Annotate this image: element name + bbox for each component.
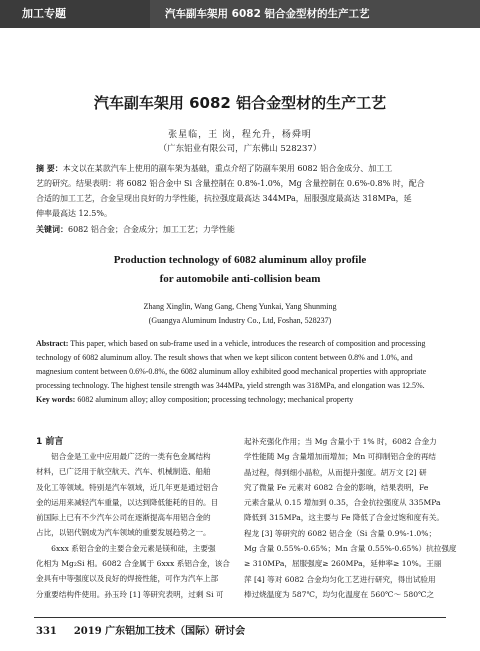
abstract-en-line-4: processing technology. The highest tensile strength was 344MPa, yield strength was 318MPa, and elongation was 12.5%.	[36, 381, 425, 390]
keywords-en-text: 6082 aluminum alloy; alloy composition; processing technology; mechanical property	[75, 395, 354, 404]
right-col-line: 棒过烧温度为 587℃，均匀化温度在 560℃～ 580℃之	[244, 589, 435, 599]
paper-title-en-line-1: Production technology of 6082 aluminum alloy profile	[113, 254, 367, 266]
body-left-column	[36, 449, 234, 602]
column-name: 加工专题	[22, 7, 66, 20]
left-col-line: 占比，以铝代钢成为汽车领域的重要发展趋势之一。	[36, 528, 211, 538]
page-footer	[36, 622, 245, 637]
section-heading-introduction: 1 前言	[36, 437, 64, 447]
right-col-line: 晶过程，得到细小晶粒，从而提升强度。胡万文 [2] 研	[244, 467, 427, 477]
right-col-line: 学性能随 Mg 含量增加而增加；Mn 可抑制铝合金的再结	[244, 452, 437, 462]
right-col-line: 萍 [4] 等对 6082 合金均匀化工艺进行研究，得出试验用	[244, 574, 436, 584]
keywords-cn	[36, 222, 448, 237]
abstract-cn	[36, 161, 448, 221]
authors-en: Zhang Xinglin, Wang Gang, Cheng Yunkai, Yang Shunming	[143, 302, 337, 311]
abstract-cn-line-2: 艺的研究。结果表明：将 6082 铝合金中 Si 含量控制在 0.8%-1.0%，Mg 含量控制在 0.6%-0.8% 时，配合	[36, 179, 425, 188]
abstract-en-label: Abstract:	[36, 339, 69, 348]
right-col-line: 元素含量从 0.15 增加到 0.35，合金抗拉强度从 335MPa	[244, 498, 441, 508]
keywords-en-label: Key words:	[36, 395, 76, 404]
keywords-cn-label: 关键词：	[36, 225, 68, 234]
keywords-cn-text: 6082 铝合金；合金成分；加工工艺；力学性能	[68, 225, 235, 234]
left-col-line: 前国际上已有不少汽车公司在逐渐提高车用铝合金的	[36, 513, 211, 523]
paper-title-cn: 汽车副车架用 6082 铝合金型材的生产工艺	[93, 94, 387, 112]
abstract-en	[36, 337, 448, 407]
abstract-en-line-1: This paper, which based on sub-frame used in a vehicle, introduces the research of composition and processing	[68, 339, 426, 348]
left-col-line: 金的运用来减轻汽车重量，以达到降低能耗的目的。目	[36, 497, 219, 507]
page-number: 331	[36, 626, 57, 637]
body-right-column	[244, 434, 457, 602]
abstract-cn-line-1: 本文以在某款汽车上使用的副车架为基础，重点介绍了防副车架用 6082 铝合金成分、加工工	[62, 164, 393, 173]
abstract-en-line-3: magnesium content between 0.6%-0.8%, the 6082 aluminum alloy exhibited good mechanical properties with appropriate	[36, 367, 427, 376]
right-col-line: 起补充强化作用；当 Mg 含量小于 1% 时，6082 合金力	[244, 437, 437, 446]
authors-cn: 张星临，王 岗，程允升，杨舜明	[168, 130, 312, 140]
abstract-cn-line-4: 伸率最高达 12.5%。	[36, 209, 112, 218]
paper-title-en-line-2: for automobile anti-collision beam	[159, 273, 321, 285]
left-col-line: 金具有中等强度以及良好的焊接性能，可作为汽车上部	[36, 574, 219, 584]
abstract-en-line-2: technology of 6082 aluminum alloy. The result shows that when we kept silicon content between 0.8% and 1.0%, and	[36, 353, 413, 362]
left-col-line: 6xxx 系铝合金的主要合金元素是镁和硅，主要强	[36, 543, 216, 553]
left-col-line: 及化工等领域。特别是汽车领域，近几年更是通过铝合	[36, 482, 219, 492]
left-col-line: 材料，已广泛用于航空航天、汽车、机械制造、船舶	[36, 467, 211, 477]
right-col-line: Mg 含量 0.55%-0.65%；Mn 含量 0.55%-0.65%）抗拉强度	[244, 544, 457, 554]
right-col-line: ≥ 310MPa，屈服强度≥ 260MPa，延伸率≥ 10%。王丽	[244, 559, 442, 569]
abstract-cn-line-3: 合适的加工工艺，合金呈现出良好的力学性能，抗拉强度最高达 344MPa，屈服强度最高达 318MPa，延	[36, 194, 412, 203]
right-col-line: 究了微量 Fe 元素对 6082 合金的影响，结果表明，Fe	[244, 482, 429, 492]
left-col-line: 化相为 Mg₂Si 相。6082 合金属于 6xxx 系铝合金，该合	[36, 559, 230, 569]
affiliation-en: (Guangya Aluminum Industry Co., Ltd, Foshan, 528237)	[148, 316, 332, 325]
running-title: 汽车副车架用 6082 铝合金型材的生产工艺	[165, 8, 370, 20]
footer-rule	[34, 617, 446, 618]
journal-name: 2019 广东铝加工技术（国际）研讨会	[73, 626, 246, 637]
left-col-line: 分重要结构件使用。孙玉玲 [1] 等研究表明，过剩 Si 可	[36, 589, 224, 599]
abstract-cn-label: 摘 要：	[36, 164, 63, 173]
right-col-line: 降低到 315MPa，这主要与 Fe 降低了合金过饱和度有关。	[244, 513, 445, 523]
left-col-line: 铝合金是工业中应用最广泛的一类有色金属结构	[36, 452, 211, 461]
affiliation-cn: （广东铝业有限公司，广东佛山 528237）	[158, 144, 322, 154]
right-col-line: 程龙 [3] 等研究的 6082 铝合金（Si 含量 0.9%-1.0%；	[244, 528, 437, 538]
